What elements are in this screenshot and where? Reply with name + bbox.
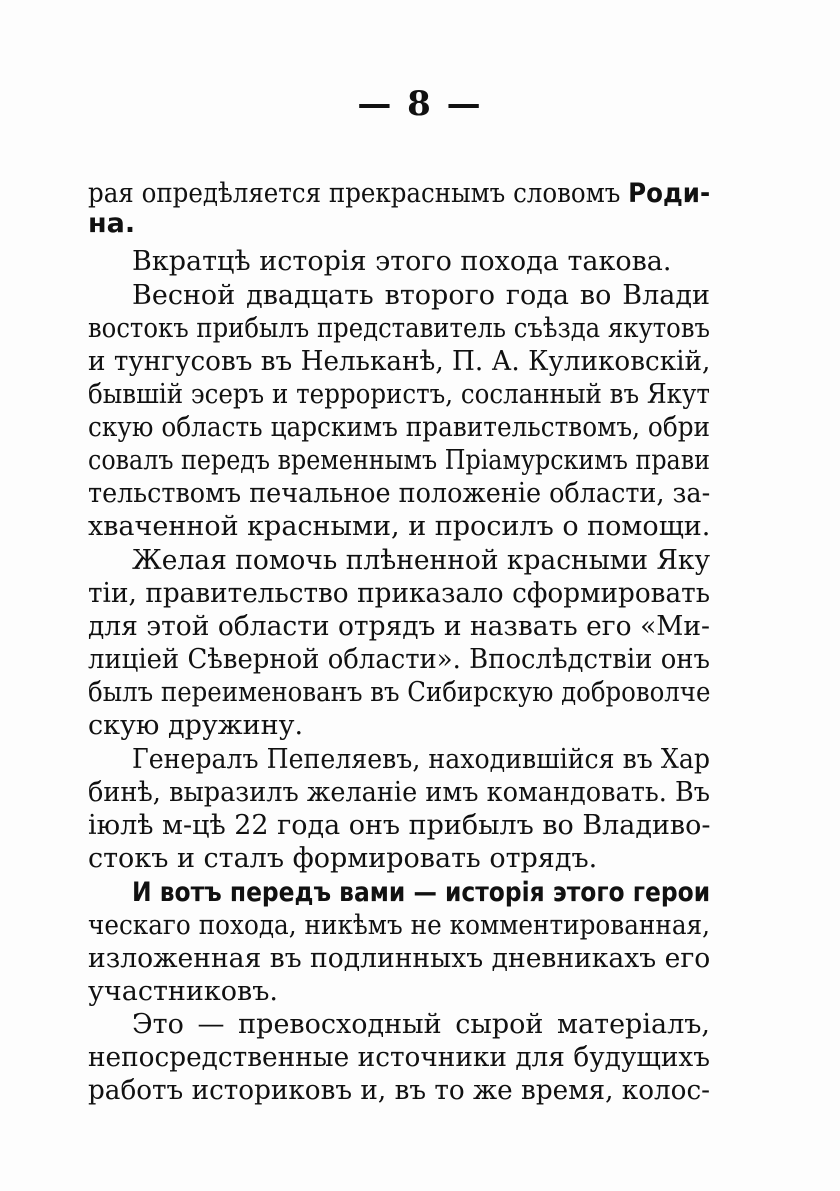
page-number: — 8 — [357,84,483,124]
text-line [132,280,710,312]
text-line-content: непосредственные источники для будущихъ [88,1042,710,1073]
text-line-content: и тунгусовъ въ Нельканѣ, П. А. Куликовскій, [88,346,711,377]
text-line-content: Вкратцѣ исторія этого похода такова. [132,246,672,277]
text-line [132,1009,710,1041]
text-line [132,545,710,577]
text-line [88,478,710,510]
text-line-content: хваченной красными, и просилъ о помощи. [88,511,711,542]
bold-text: И вотъ передъ вами — исторія этого герои [132,877,711,908]
bold-text: на. [88,208,136,239]
text-line-content: рая опредѣляется прекраснымъ словомъ [88,178,629,209]
text-line [88,208,710,240]
text-line-content: бинѣ, выразилъ желаніе имъ командовать. Въ [88,777,711,808]
text-line [88,810,710,842]
text-line-content: работъ историковъ и, въ то же время, колос- [88,1075,711,1106]
text-line-content: для этой области отрядъ и назвать его «Ми- [88,611,711,642]
text-line-content: лиціей Сѣверной области». Впослѣдствіи онъ [88,644,711,675]
text-line [88,313,710,345]
text-line [88,843,710,875]
text-line-content: тельствомъ печальное положеніе области, за- [88,478,711,509]
text-line [88,943,710,975]
text-line [88,777,710,809]
text-line [88,910,710,942]
text-line-content: Генералъ Пепеляевъ, находившійся въ Хар [132,744,711,775]
text-line [88,677,710,709]
text-line-content: Это — превосходный сырой матеріалъ, [132,1009,710,1040]
text-line-content: участниковъ. [88,976,278,1007]
text-line-content: изложенная въ подлинныхъ дневникахъ его [88,943,711,974]
text-line [88,710,710,742]
text-line [132,877,710,909]
text-line [88,1042,710,1074]
text-line-content: ческаго похода, никѣмъ не комментированная, [88,910,710,941]
text-line [88,511,710,543]
text-line [88,445,710,477]
text-line-content: іюлѣ м-цѣ 22 года онъ прибылъ во Владиво- [88,810,711,841]
text-line-content: Весной двадцать второго года во Влади [132,280,710,311]
text-line [88,379,710,411]
text-line-content: скую область царскимъ правительствомъ, обри [88,412,711,443]
text-line [88,178,710,210]
text-line-content: совалъ передъ временнымъ Пріамурскимъ прави [88,445,710,476]
text-line [88,412,710,444]
text-line [88,1075,710,1107]
text-line [132,246,710,278]
text-line-content: стокъ и сталъ формировать отрядъ. [88,843,598,874]
text-line [88,976,710,1008]
text-line-content: Желая помочь плѣненной красными Яку [132,545,711,576]
bold-text: Роди- [628,178,711,209]
text-line [88,644,710,676]
text-line-content: бывшій эсеръ и террористъ, сосланный въ Якут [88,379,710,410]
text-line-content: востокъ прибылъ представитель съѣзда якутовъ [88,313,710,344]
text-line-content: тіи, правительство приказало сформировать [88,578,711,609]
text-line [88,578,710,610]
text-line [132,744,710,776]
text-line-content: былъ переименованъ въ Сибирскую доброволче [88,677,711,708]
text-line [88,611,710,643]
text-line [88,346,710,378]
text-line-content: скую дружину. [88,710,304,741]
